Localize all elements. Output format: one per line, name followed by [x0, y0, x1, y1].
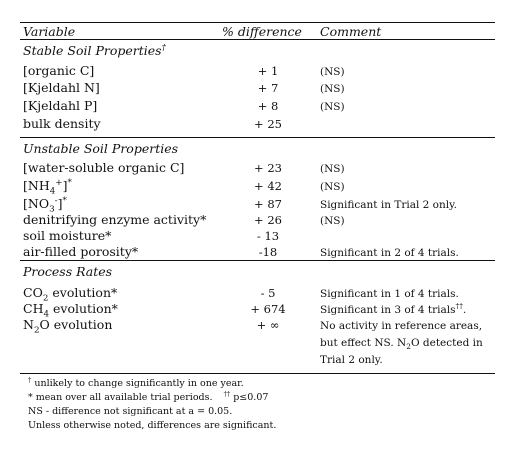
comment-kjeldahl-n: (NS): [320, 83, 345, 95]
footnote-dagger: † unlikely to change significantly in one year.: [28, 375, 244, 389]
variable-nh4: $[NH_4^+]^*$: [23, 177, 72, 197]
footnote-star: * mean over all available trial periods. †† p≤0.07: [28, 389, 269, 403]
pct-nh4: + 42: [254, 179, 282, 193]
variable-bulk-density: bulk density: [23, 116, 101, 131]
pct-no3: + 87: [254, 197, 282, 211]
comment-organic-c: (NS): [320, 66, 345, 78]
pct-water-soluble-organic-c: + 23: [254, 161, 282, 175]
section-title-stable: Stable Soil Properties†: [23, 42, 166, 58]
comment-denitrifying-enzyme-activity: (NS): [320, 215, 345, 227]
comment-n2o-line-1: No activity in reference areas,: [320, 320, 483, 332]
footnote-ns: NS - difference not significant at a = 0.05.: [28, 406, 233, 417]
pct-denitrifying-enzyme-activity: + 26: [254, 213, 282, 227]
section-title-process-rates: Process Rates: [23, 264, 113, 279]
pct-kjeldahl-n: + 7: [257, 81, 279, 95]
variable-n2o-evolution: $N_2O$ evolution: [23, 317, 113, 336]
section-title-unstable: Unstable Soil Properties: [23, 141, 179, 156]
comment-air-filled-porosity: Significant in 2 of 4 trials.: [320, 247, 459, 259]
comment-kjeldahl-p: (NS): [320, 101, 345, 113]
header-rule: [20, 39, 495, 40]
comment-n2o-line-3: Trial 2 only.: [320, 354, 383, 366]
pct-kjeldahl-p: + 8: [257, 99, 279, 113]
header-variable: Variable: [23, 24, 76, 39]
dagger-mark: †: [161, 42, 166, 53]
comment-co2-evolution: Significant in 1 of 4 trials.: [320, 288, 459, 300]
pct-organic-c: + 1: [257, 64, 279, 78]
header-comment: Comment: [320, 24, 382, 39]
variable-denitrifying-enzyme-activity: denitrifying enzyme activity*: [23, 212, 207, 227]
variable-no3: $[NO_3^-]^*$: [23, 195, 67, 215]
section-rule-unstable: [20, 137, 495, 138]
comment-nh4: (NS): [320, 181, 345, 193]
pct-bulk-density: + 25: [254, 117, 282, 131]
variable-co2-evolution: $CO_2$ evolution*: [23, 285, 118, 304]
variable-kjeldahl-p: [Kjeldahl P]: [23, 98, 98, 113]
variable-ch4-evolution: $CH_4$ evolution*: [23, 301, 118, 320]
variable-kjeldahl-n: [Kjeldahl N]: [23, 80, 100, 95]
bottom-rule: [20, 373, 495, 374]
variable-water-soluble-organic-c: [water-soluble organic C]: [23, 160, 185, 175]
pct-soil-moisture: - 13: [256, 229, 280, 243]
footnote-unless: Unless otherwise noted, differences are significant.: [28, 420, 277, 431]
pct-n2o-evolution: + ∞: [256, 318, 280, 332]
section-rule-process: [20, 260, 495, 261]
variable-air-filled-porosity: air-filled porosity*: [23, 244, 139, 259]
pct-ch4-evolution: + 674: [250, 302, 286, 316]
pct-air-filled-porosity: -18: [258, 245, 278, 259]
comment-ch4-evolution: Significant in 3 of 4 trials††.: [320, 301, 467, 316]
comment-no3: Significant in Trial 2 only.: [320, 199, 457, 211]
comment-n2o-line-2: but effect NS. $N_2O$ detected in: [320, 337, 483, 352]
comment-water-soluble-organic-c: (NS): [320, 163, 345, 175]
variable-organic-c: [organic C]: [23, 63, 95, 78]
variable-soil-moisture: soil moisture*: [23, 228, 112, 243]
pct-co2-evolution: - 5: [260, 286, 276, 300]
header-pct-difference: % difference: [222, 24, 302, 39]
top-rule: [20, 22, 495, 23]
